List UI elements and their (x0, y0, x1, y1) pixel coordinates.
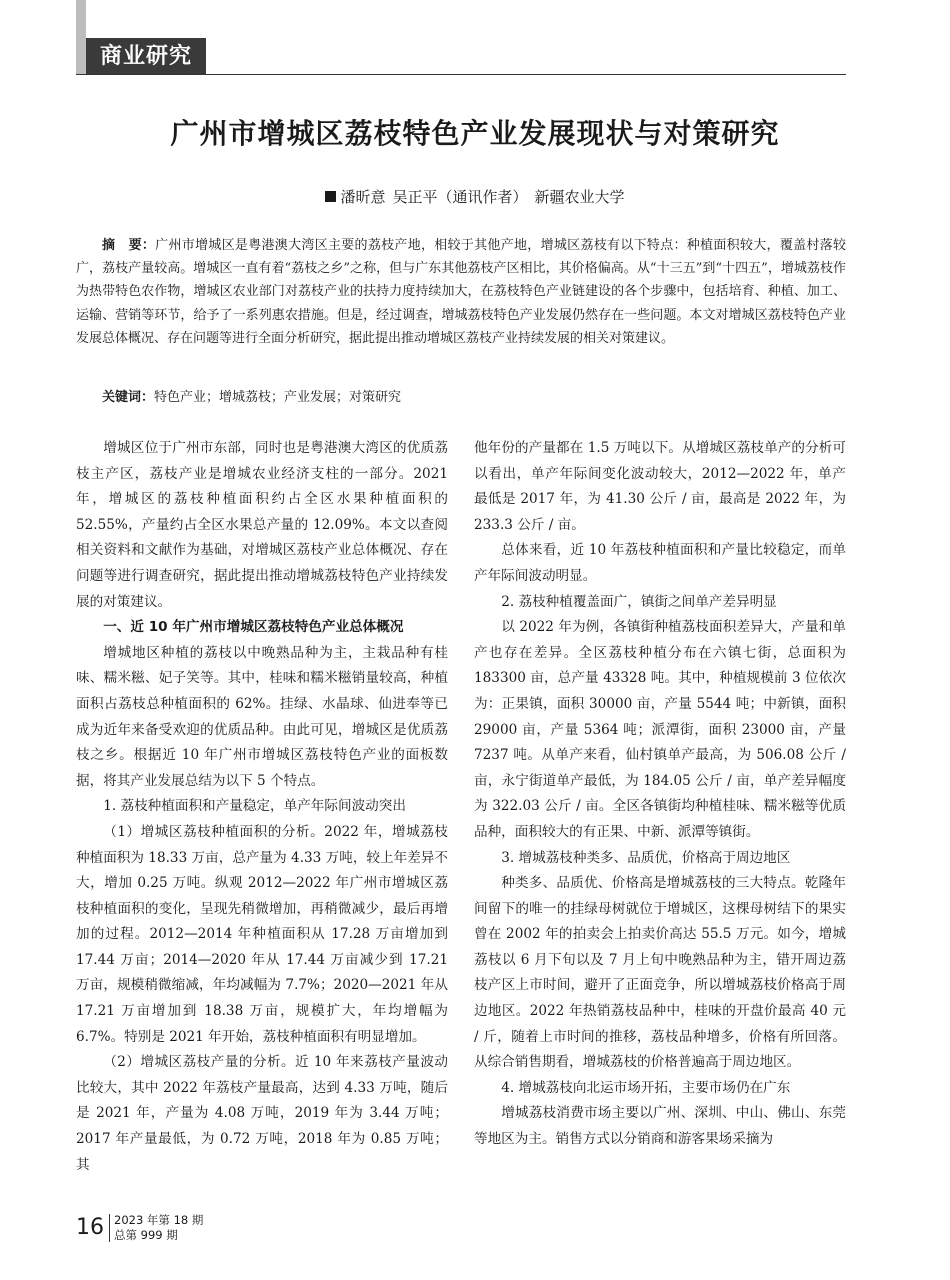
header-rule (76, 74, 846, 75)
subsection-heading: 1. 荔枝种植面积和产量稳定，单产年际间波动突出 (103, 798, 406, 815)
page-number: 16 (76, 1215, 104, 1240)
subsection-heading: 3. 增城荔枝种类多、品质优，价格高于周边地区 (501, 849, 791, 866)
column-tag: 商业研究 (86, 38, 206, 75)
abstract-label: 摘 要： (102, 238, 156, 253)
paragraph: 增城地区种植的荔枝以中晚熟品种为主，主栽品种有桂味、糯米糍、妃子笑等。其中，桂味和糯米糍销量较高，种植面积占荔枝总种植面积的 62%。挂绿、水晶球、仙进奉等已成为近年来备受欢迎的优质品种。由此可见，增城区是优质荔枝之乡。根据近 10 年广州市增城区荔枝特色产业的面板数据，将其产业发展总结为以下 5 个特点。 (76, 644, 448, 789)
section-heading: 一、近 10 年广州市增城区荔枝特色产业总体概况 (103, 619, 404, 636)
issue-line-1: 2023 年第 18 期 (114, 1213, 204, 1227)
column-tag-accent-bar (76, 0, 86, 75)
paragraph: （2）增城区荔枝产量的分析。近 10 年来荔枝产量波动比较大，其中 2022 年荔枝产量最高，达到 4.33 万吨，随后是 2021 年，产量为 4.08 万吨，2019 年为 3.44 万吨；2017 年产量最低，为 0.72 万吨，2018 年为 0.85 万吨；其 (76, 1054, 448, 1173)
square-bullet-icon (325, 191, 336, 202)
paragraph: （1）增城区荔枝种植面积的分析。2022 年，增城荔枝种植面积为 18.33 万亩，总产量为 4.33 万吨，较上年差异不大，增加 0.25 万吨。纵观 2012—2022 年广州市增城区荔枝种植面积的变化，呈现先稍微增加，再稍微减少，最后再增加的过程。2012—2014 年种植面积从 17.28 万亩增加到 17.44 万亩；2014—2020 年从 17.44 万亩减少到 17.21 万亩，规模稍微缩减，年均减幅为 7.7%；2020—2021 年从 17.21 万亩增加到 18.38 万亩，规模扩大，年均增幅为 6.7%。特别是 2021 年开始，荔枝种植面积有明显增加。 (76, 823, 448, 1045)
paragraph: 种类多、品质优、价格高是增城荔枝的三大特点。乾隆年间留下的唯一的挂绿母树就位于增城区，这棵母树结下的果实曾在 2002 年的拍卖会上拍卖价高达 55.5 万元。如今，增城荔枝以 6 月下旬以及 7 月上旬中晚熟品种为主，错开周边荔枝产区上市时间，避开了正面竞争，所以增城荔枝价格高于周边地区。2022 年热销荔枝品种中，桂味的开盘价最高 40 元 / 斤，随着上市时间的推移，荔枝品种增多，价格有所回落。从综合销售期看，增城荔枝的价格普遍高于周边地区。 (474, 875, 846, 1071)
author-2: 吴正平（通讯作者） (392, 188, 528, 206)
footer-divider (109, 1214, 110, 1242)
paragraph: 增城区位于广州市东部，同时也是粤港澳大湾区的优质荔枝主产区，荔枝产业是增城农业经济支柱的一部分。2021 年，增城区的荔枝种植面积约占全区水果种植面积的 52.55%，产量约占全区水果总产量的 12.09%。本文以查阅相关资料和文献作为基础，对增城区荔枝产业总体概况、存在问题等进行调查研究，据此提出推动增城荔枝特色产业持续发展的对策建议。 (76, 440, 448, 610)
subsection-heading: 4. 增城荔枝向北运市场开拓，主要市场仍在广东 (501, 1079, 791, 1096)
keywords (76, 386, 846, 409)
keywords-label: 关键词： (102, 390, 155, 405)
paragraph: 增城荔枝消费市场主要以广州、深圳、中山、佛山、东莞等地区为主。销售方式以分销商和游客果场采摘为 (474, 1105, 846, 1148)
keywords-text: 特色产业；增城荔枝；产业发展；对策研究 (154, 390, 402, 405)
byline (0, 186, 950, 207)
body-column-left (76, 436, 448, 1178)
issue-info (114, 1213, 203, 1243)
abstract-text: 广州市增城区是粤港澳大湾区主要的荔枝产地，相较于其他产地，增城区荔枝有以下特点：种植面积较大，覆盖村落较广，荔枝产量较高。增城区一直有着“荔枝之乡”之称，但与广东其他荔枝产区相比，其价格偏高。从“十三五”到“十四五”，增城荔枝作为热带特色农作物，增城区农业部门对荔枝产业的扶持力度持续加大，在荔枝特色产业链建设的各个步骤中，包括培育、种植、加工、运输、营销等环节，给予了一系列惠农措施。但是，经过调查，增城荔枝特色产业发展仍然存在一些问题。本文对增城区荔枝特色产业发展总体概况、存在问题等进行全面分析研究，据此提出推动增城区荔枝产业持续发展的相关对策建议。 (76, 238, 846, 346)
article-title: 广州市增城区荔枝特色产业发展现状与对策研究 (170, 117, 780, 150)
abstract (76, 234, 846, 350)
paragraph: 以 2022 年为例，各镇街种植荔枝面积差异大，产量和单产也存在差异。全区荔枝种植分布在六镇七街，总面积为 183300 亩，总产量 43328 吨。其中，种植规模前 3 位依次为：正果镇，面积 30000 亩，产量 5544 吨；中新镇，面积 29000 亩，产量 5364 吨；派潭街，面积 23000 亩，产量 7237 吨。从单产来看，仙村镇单产最高，为 506.08 公斤 / 亩，永宁街道单产最低，为 184.05 公斤 / 亩，单产差异幅度为 322.03 公斤 / 亩。全区各镇街均种植桂味、糯米糍等优质品种，面积较大的有正果、中新、派潭等镇街。 (474, 619, 846, 840)
affiliation: 新疆农业大学 (534, 188, 625, 206)
paragraph: 总体来看，近 10 年荔枝种植面积和产量比较稳定，而单产年际间波动明显。 (474, 542, 846, 584)
paragraph: 他年份的产量都在 1.5 万吨以下。从增城区荔枝单产的分析可以看出，单产年际间变化波动较大，2012—2022 年，单产最低是 2017 年，为 41.30 公斤 / 亩，最高是 2022 年，为 233.3 公斤 / 亩。 (474, 440, 846, 533)
body-column-right (474, 436, 846, 1153)
author-1: 潘昕意 (340, 188, 386, 206)
subsection-heading: 2. 荔枝种植覆盖面广，镇街之间单产差异明显 (501, 593, 777, 610)
issue-line-2: 总第 999 期 (114, 1228, 178, 1242)
